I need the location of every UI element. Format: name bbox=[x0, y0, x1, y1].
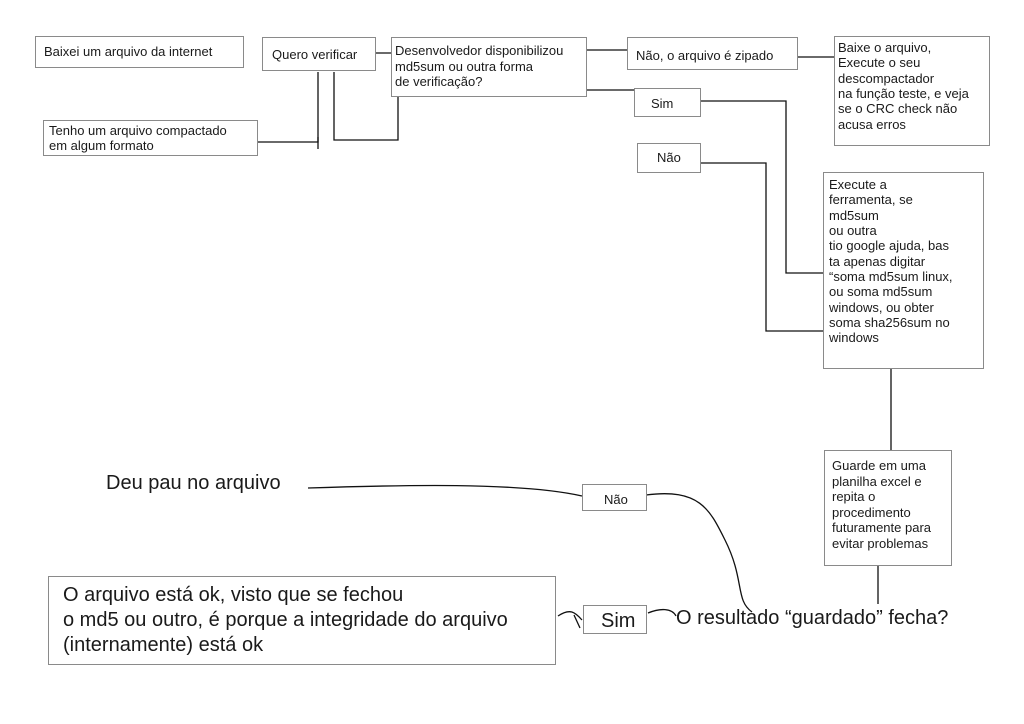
node-deu-pau: Deu pau no arquivo bbox=[106, 472, 281, 494]
node-quero-verificar: Quero verificar bbox=[262, 37, 376, 71]
connector-quero-loop bbox=[334, 72, 398, 140]
node-desenvolvedor: Desenvolvedor disponibilizou md5sum ou outra forma de verificação? bbox=[391, 37, 587, 97]
connector-sim-ok bbox=[558, 612, 582, 628]
node-sim-bottom: Sim bbox=[583, 605, 647, 634]
node-ok: O arquivo está ok, visto que se fechou o md5 ou outro, é porque a integridade do arquivo (internamente) está ok bbox=[48, 576, 556, 665]
node-zipado: Não, o arquivo é zipado bbox=[627, 37, 798, 70]
connector-sim-resultado bbox=[648, 610, 676, 616]
node-sim-top: Sim bbox=[634, 88, 701, 117]
connector-sim-execute bbox=[700, 101, 824, 273]
node-compactado: Tenho um arquivo compactado em algum formato bbox=[43, 120, 258, 156]
connector-quero-compactado bbox=[258, 72, 318, 142]
node-execute: Execute a ferramenta, se md5sum ou outra tio google ajuda, bas ta apenas digitar “soma md5sum linux, ou soma md5sum windows, ou obter soma sha256sum no windows bbox=[823, 172, 984, 369]
node-guarde: Guarde em uma planilha excel e repita o procedimento futuramente para evitar problemas bbox=[824, 450, 952, 566]
node-resultado: O resultado “guardado” fecha? bbox=[676, 607, 949, 629]
connector-deupau-nao bbox=[308, 485, 582, 496]
node-nao-bottom: Não bbox=[582, 484, 647, 511]
node-baixei: Baixei um arquivo da internet bbox=[35, 36, 244, 68]
connector-nao-resultado bbox=[646, 494, 752, 612]
connector-nao-execute bbox=[700, 163, 824, 331]
node-nao-top: Não bbox=[637, 143, 701, 173]
node-baixe: Baixe o arquivo, Execute o seu descompactador na função teste, e veja se o CRC check não acusa erros bbox=[834, 36, 990, 146]
